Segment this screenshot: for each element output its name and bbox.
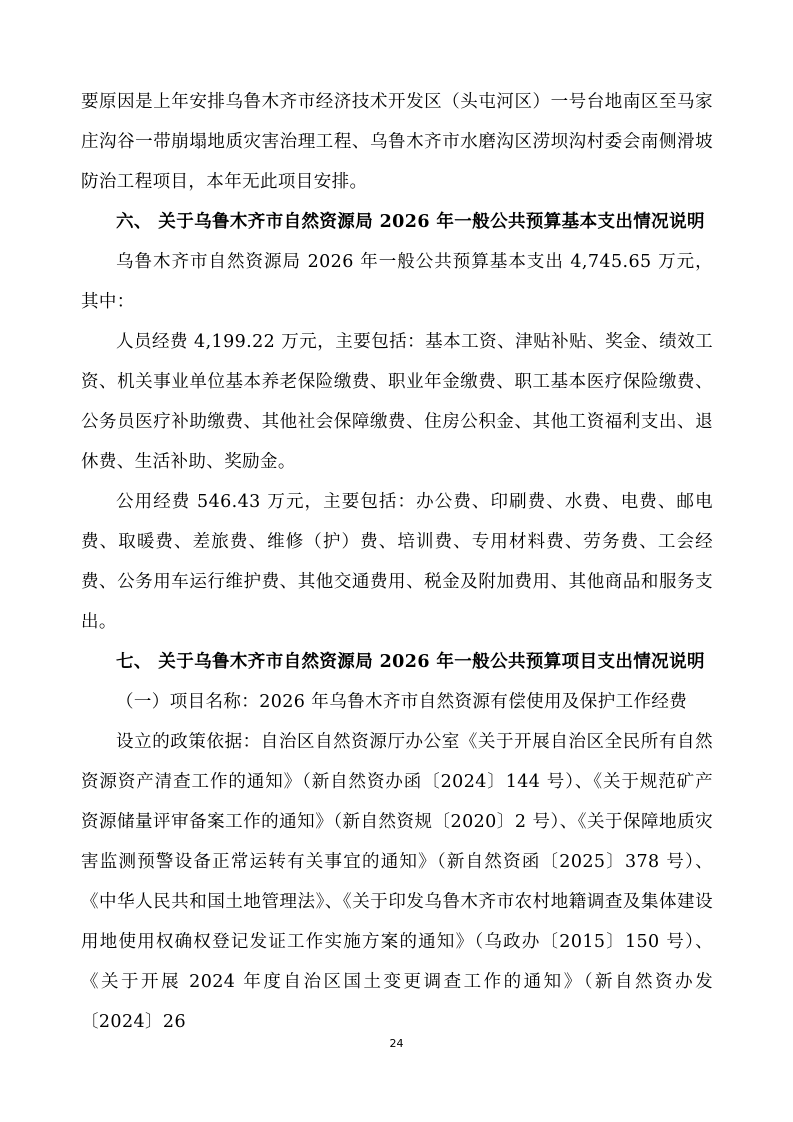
paragraph-public-expenses: 公用经费 546.43 万元，主要包括：办公费、印刷费、水费、电费、邮电费、取暖费、差旅费、维修（护）费、培训费、专用材料费、劳务费、工会经费、公务用车运行维护费、其他交通费用、税金及附加费用、其他商品和服务支出。	[81, 492, 713, 632]
section-heading-six: 六、 关于乌鲁木齐市自然资源局 2026 年一般公共预算基本支出情况说明	[116, 212, 705, 232]
paragraph-policy-basis: 设立的政策依据：自治区自然资源厅办公室《关于开展自治区全民所有自然资源资产清查工作的通知》（新自然资办函〔2024〕144 号）、《关于规范矿产资源储量评审备案工作的通知》（新自然资规〔2020〕2 号）、《关于保障地质灾害监测预警设备正常运转有关事宜的通知》（新自然资函〔2025〕378 号）、《中华人民共和国土地管理法》、《关于印发乌鲁木齐市农村地籍调查及集体建设用地使用权确权登记发证工作实施方案的通知》（乌政办〔2015〕150 号）、《关于开展 2024 年度自治区国土变更调查工作的通知》（新自然资办发〔2024〕26	[81, 732, 713, 1032]
paragraph-basic-expenditure-total: 乌鲁木齐市自然资源局 2026 年一般公共预算基本支出 4,745.65 万元，其中：	[81, 252, 713, 312]
document-body	[81, 82, 713, 1042]
paragraph-personnel-expenses: 人员经费 4,199.22 万元，主要包括：基本工资、津贴补贴、奖金、绩效工资、机关事业单位基本养老保险缴费、职业年金缴费、职工基本医疗保险缴费、公务员医疗补助缴费、其他社会保障缴费、住房公积金、其他工资福利支出、退休费、生活补助、奖励金。	[81, 332, 713, 472]
page-number: 24	[389, 1037, 404, 1050]
section-heading-seven: 七、 关于乌鲁木齐市自然资源局 2026 年一般公共预算项目支出情况说明	[116, 652, 705, 672]
paragraph-reason-continuation: 要原因是上年安排乌鲁木齐市经济技术开发区（头屯河区）一号台地南区至马家庄沟谷一带崩塌地质灾害治理工程、乌鲁木齐市水磨沟区涝坝沟村委会南侧滑坡防治工程项目，本年无此项目安排。	[81, 92, 713, 192]
paragraph-project-name: （一）项目名称：2026 年乌鲁木齐市自然资源有偿使用及保护工作经费	[116, 692, 688, 712]
